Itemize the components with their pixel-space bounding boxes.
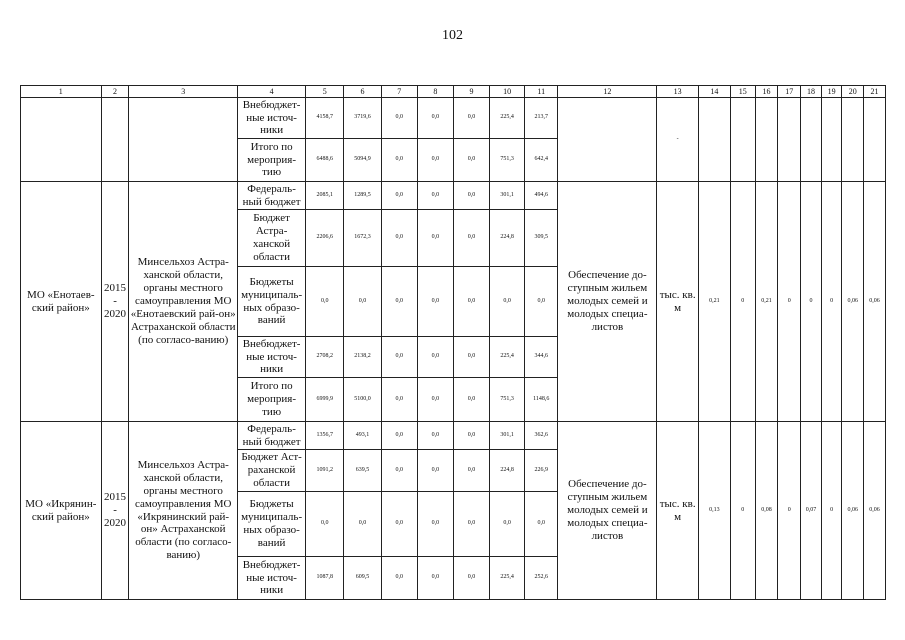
funding-source: Федераль-ный бюджет [237,182,305,210]
funding-source: Внебюджет-ные источ-ники [237,557,305,600]
amount-cell: 0,0 [417,139,453,182]
result-cell [558,98,657,182]
period-cell [101,422,129,600]
amount-cell: 0,0 [306,492,344,557]
table-row [21,98,886,139]
amount-cell: 0,0 [381,378,417,422]
amount-cell: 252,6 [525,557,558,600]
amount-cell: 0,0 [381,422,417,450]
amount-cell: 1087,8 [306,557,344,600]
amount-cell: 3719,6 [344,98,381,139]
amount-cell: 0,0 [453,378,489,422]
executor-text: Минсельхоз Астра-ханской области, органы местного самоуправления МО «Енотаевский рай-он» Астраханской области (по согласо-ванию) [129,182,238,422]
amount-cell: 224,8 [490,210,525,267]
period-cell [101,98,129,182]
funding-source: Итого по мероприя-тию [237,378,305,422]
amount-cell: 0,0 [417,98,453,139]
amount-cell: 0,0 [381,267,417,337]
funding-source: Бюджет Астра-ханской области [237,210,305,267]
amount-cell: 0,0 [344,267,381,337]
indicator-cell: 0,21 [698,182,730,422]
year-dash: - [113,295,117,308]
column-number: 10 [490,86,525,98]
amount-cell: 0,0 [381,492,417,557]
amount-cell: 609,5 [344,557,381,600]
unit-of-measure: тыс. кв. м [657,422,698,600]
amount-cell: 0,0 [417,267,453,337]
year-to: 2020 [104,307,127,320]
amount-cell: 0,0 [453,422,489,450]
indicator-cell: 0,06 [864,422,886,600]
funding-source: Бюджеты муниципаль-ных образо-ваний [237,267,305,337]
amount-cell: 0,0 [417,557,453,600]
indicator-cell: 0,06 [864,182,886,422]
amount-cell: 751,3 [490,139,525,182]
amount-cell: 2138,2 [344,337,381,378]
amount-cell: 0,0 [417,182,453,210]
indicator-cell [698,98,730,182]
expected-result: Обеспечение до-ступным жильем молодых семей и молодых специа-листов [558,422,657,600]
indicator-cell [864,98,886,182]
column-number: 9 [453,86,489,98]
funding-source: Бюджет Аст-раханской области [237,450,305,492]
amount-cell: 493,1 [344,422,381,450]
indicator-cell [842,98,864,182]
indicator-cell: 0,13 [698,422,730,600]
expected-result: Обеспечение до-ступным жильем молодых семей и молодых специа-листов [558,182,657,422]
amount-cell: 2085,1 [306,182,344,210]
amount-cell: 0,0 [344,492,381,557]
indicator-cell: 0 [730,422,755,600]
amount-cell: 213,7 [525,98,558,139]
amount-cell: 1672,3 [344,210,381,267]
amount-cell: 225,4 [490,337,525,378]
indicator-cell [778,98,801,182]
amount-cell: 1091,2 [306,450,344,492]
amount-cell: 6999,9 [306,378,344,422]
amount-cell: 0,0 [453,557,489,600]
period-cell [101,182,129,422]
amount-cell: 0,0 [453,450,489,492]
funding-source: Итого по мероприя-тию [237,139,305,182]
column-number: 16 [755,86,778,98]
municipality-name: МО «Икрянин-ский район» [21,422,102,600]
amount-cell: 0,0 [381,450,417,492]
amount-cell: 6488,6 [306,139,344,182]
amount-cell: 639,5 [344,450,381,492]
amount-cell: 362,6 [525,422,558,450]
amount-cell: 0,0 [453,210,489,267]
indicator-cell: 0 [821,422,842,600]
indicator-cell [801,98,822,182]
funding-source: Бюджеты муниципаль-ных образо-ваний [237,492,305,557]
column-number: 14 [698,86,730,98]
unit-of-measure: тыс. кв. м [657,182,698,422]
indicator-cell: 0 [730,182,755,422]
amount-cell: 301,1 [490,182,525,210]
year-from: 2015 [104,282,127,295]
indicator-cell: 0,06 [842,422,864,600]
column-number: 21 [864,86,886,98]
amount-cell: 301,1 [490,422,525,450]
amount-cell: 0,0 [453,182,489,210]
indicator-cell [730,98,755,182]
executor-cell [129,98,238,182]
amount-cell: 1148,6 [525,378,558,422]
amount-cell: 225,4 [490,98,525,139]
funding-source: Внебюджет-ные источ-ники [237,337,305,378]
amount-cell: 0,0 [306,267,344,337]
column-number: 7 [381,86,417,98]
amount-cell: 0,0 [453,139,489,182]
column-number: 20 [842,86,864,98]
amount-cell: 0,0 [417,378,453,422]
amount-cell: 0,0 [417,492,453,557]
amount-cell: 309,5 [525,210,558,267]
indicator-cell: 0,08 [755,422,778,600]
amount-cell: 0,0 [417,337,453,378]
column-number: 5 [306,86,344,98]
column-number: 19 [821,86,842,98]
indicator-cell: 0 [801,182,822,422]
amount-cell: 225,4 [490,557,525,600]
indicator-cell: 0 [778,182,801,422]
executor-text: Минсельхоз Астра-ханской области, органы местного самоуправления МО «Икрянинский рай-он» Астраханской области (по согласо-ванию) [129,422,238,600]
column-number: 18 [801,86,822,98]
amount-cell: 0,0 [381,337,417,378]
indicator-cell: 0 [778,422,801,600]
column-number-row [21,86,886,98]
indicator-cell [755,98,778,182]
amount-cell: 0,0 [381,182,417,210]
indicator-cell: 0,21 [755,182,778,422]
column-number: 3 [129,86,238,98]
amount-cell: 344,6 [525,337,558,378]
table-row [21,422,886,450]
amount-cell: 5100,0 [344,378,381,422]
amount-cell: 494,6 [525,182,558,210]
amount-cell: 0,0 [381,98,417,139]
amount-cell: 4158,7 [306,98,344,139]
column-number: 8 [417,86,453,98]
year-dash: - [113,504,117,517]
indicator-cell: 0,06 [842,182,864,422]
amount-cell: 0,0 [453,98,489,139]
page-number: 102 [442,28,463,43]
column-number: 13 [657,86,698,98]
amount-cell: 0,0 [490,492,525,557]
year-from: 2015 [104,491,127,504]
amount-cell: 1356,7 [306,422,344,450]
amount-cell: 0,0 [490,267,525,337]
amount-cell: 0,0 [417,210,453,267]
indicator-cell [821,98,842,182]
table-row [21,182,886,210]
column-number: 11 [525,86,558,98]
amount-cell: 5094,9 [344,139,381,182]
unit-cell: - [657,98,698,182]
municipality-name: МО «Енотаев-ский район» [21,182,102,422]
amount-cell: 642,4 [525,139,558,182]
amount-cell: 0,0 [381,139,417,182]
amount-cell: 224,8 [490,450,525,492]
amount-cell: 0,0 [417,450,453,492]
amount-cell: 0,0 [417,422,453,450]
amount-cell: 751,3 [490,378,525,422]
amount-cell: 0,0 [453,267,489,337]
amount-cell: 0,0 [453,492,489,557]
amount-cell: 0,0 [453,337,489,378]
column-number: 4 [237,86,305,98]
funding-source: Федераль-ный бюджет [237,422,305,450]
indicator-cell: 0,07 [801,422,822,600]
column-number: 6 [344,86,381,98]
column-number: 15 [730,86,755,98]
program-table [20,85,886,600]
year-to: 2020 [104,516,127,529]
column-number: 1 [21,86,102,98]
amount-cell: 0,0 [381,210,417,267]
column-number: 2 [101,86,129,98]
municipality-cell [21,98,102,182]
amount-cell: 0,0 [525,492,558,557]
amount-cell: 1289,5 [344,182,381,210]
amount-cell: 0,0 [381,557,417,600]
indicator-cell: 0 [821,182,842,422]
column-number: 17 [778,86,801,98]
amount-cell: 0,0 [525,267,558,337]
funding-source: Внебюджет-ные источ-ники [237,98,305,139]
amount-cell: 226,9 [525,450,558,492]
amount-cell: 2708,2 [306,337,344,378]
column-number: 12 [558,86,657,98]
amount-cell: 2206,6 [306,210,344,267]
